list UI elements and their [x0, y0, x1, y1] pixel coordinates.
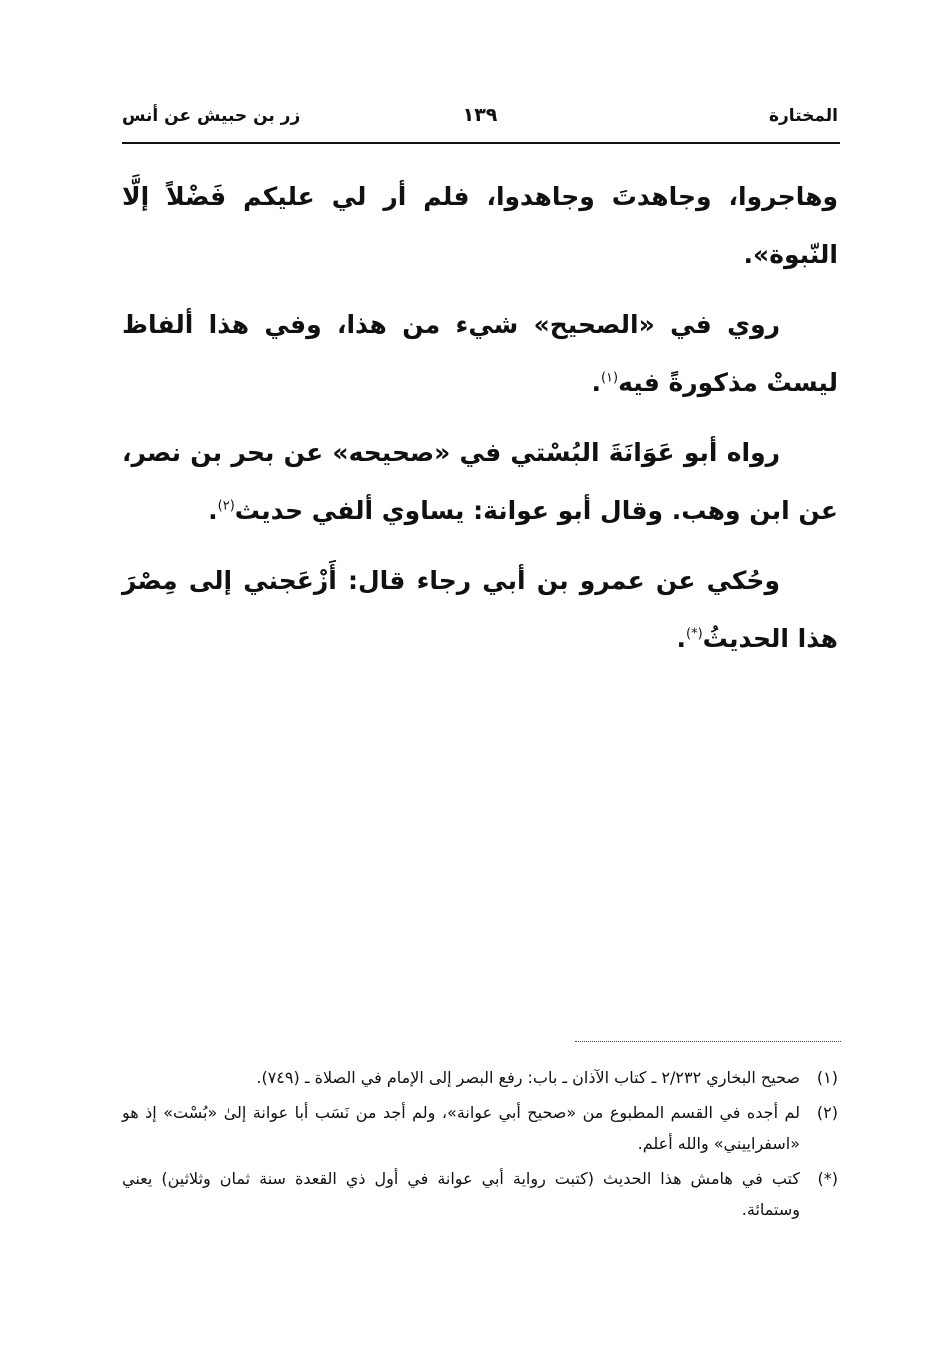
footnote-ref-1: (١) — [600, 370, 619, 386]
footnote-star-marker: (*) — [817, 1169, 838, 1188]
paragraph-4 — [122, 552, 838, 668]
paragraph-1-text: وهاجروا، وجاهدتَ وجاهدوا، فلم أر لي عليكم فَضْلاً إلَّا النّبوة». — [122, 182, 838, 269]
paragraph-3-text: رواه أبو عَوَانَةَ البُسْتي في «صحيحه» عن بحر بن نصر، عن ابن وهب. وقال أبو عوانة: يساوي ألفي حديث — [122, 438, 838, 525]
main-text — [122, 168, 838, 680]
paragraph-3-end: . — [208, 496, 218, 525]
section-title: زر بن حبيش عن أنس — [122, 106, 301, 126]
footnotes — [122, 1062, 838, 1229]
paragraph-3 — [122, 424, 838, 540]
footnote-1 — [122, 1062, 838, 1093]
paragraph-2-text: روي في «الصحيح» شيء من هذا، وفي هذا ألفاظ ليستْ مذكورةً فيه — [122, 310, 838, 397]
footnote-1-marker: (١) — [816, 1068, 838, 1087]
paragraph-4-end: . — [676, 624, 687, 653]
footnote-star-text: كتب في هامش هذا الحديث (كتبت رواية أبي عوانة في أول ذي القعدة سنة ثمان وثلاثين) يعني وستمائة. — [122, 1169, 800, 1219]
paragraph-4-text: وحُكي عن عمرو بن أبي رجاء قال: أَزْعَجني إلى مِصْرَ هذا الحديثُ — [122, 566, 838, 653]
footnote-star — [122, 1163, 838, 1225]
footnote-1-text: صحيح البخاري ٢/٢٣٢ ـ كتاب الآذان ـ باب: رفع البصر إلى الإمام في الصلاة ـ (٧٤٩). — [256, 1068, 800, 1087]
footnote-2-text: لم أجده في القسم المطبوع من «صحيح أبي عوانة»، ولم أجد من نَسَب أبا عوانة إلىٰ «بُسْت» إذ هو «اسفراييني» والله أعلم. — [122, 1103, 800, 1153]
book-title: المختارة — [768, 106, 838, 126]
footnote-separator — [575, 1041, 841, 1042]
paragraph-1 — [122, 168, 838, 284]
paragraph-2 — [122, 296, 838, 412]
header-rule — [122, 142, 840, 144]
footnote-ref-star: (*) — [686, 626, 703, 642]
paragraph-2-end: . — [591, 368, 601, 397]
footnote-ref-2: (٢) — [217, 498, 235, 514]
running-header — [122, 106, 838, 138]
footnote-2-marker: (٢) — [816, 1103, 838, 1122]
page-number: ١٣٩ — [462, 104, 498, 126]
footnote-2 — [122, 1097, 838, 1159]
